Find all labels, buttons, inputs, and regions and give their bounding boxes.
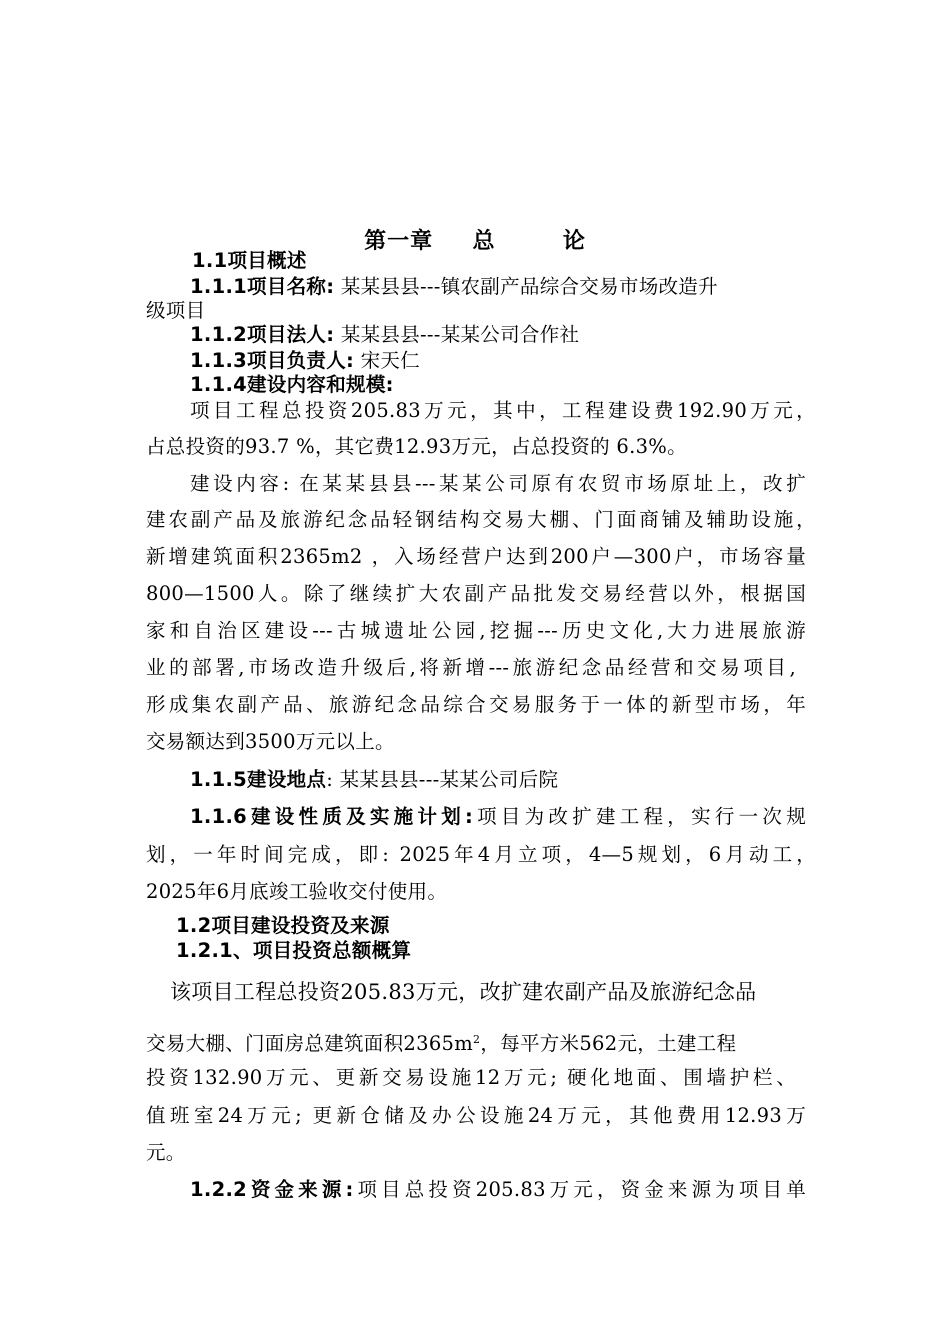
project-legal-label: 1.1.2项目法人: xyxy=(190,323,335,346)
plan-line-3: 2025年6月底竣工验收交付使用。 xyxy=(146,880,448,903)
content-line-1: 建设内容: 在某某县县---某某公司原有农贸市场原址上，改扩 xyxy=(190,472,806,495)
content-line-4: 800—1500人。除了继续扩大农副产品批发交易经营以外，根据国 xyxy=(146,582,806,605)
chapter-title xyxy=(0,224,950,255)
plan-text-1: 项目为改扩建工程，实行一次规 xyxy=(473,805,806,828)
area-unit-superscript: 2 xyxy=(473,1033,481,1046)
plan-line-1 xyxy=(190,805,806,829)
plan-line-2: 划，一年时间完成，即: 2025年4月立项，4—5规划，6月动工， xyxy=(146,843,816,866)
funding-text: 项目总投资205.83万元，资金来源为项目单 xyxy=(353,1178,806,1201)
plan-label: 1.1.6建设性质及实施计划: xyxy=(190,805,474,828)
project-leader-line xyxy=(190,349,420,373)
invest-line-2: 占总投资的93.7 %，其它费12.93万元，占总投资的 6.3%。 xyxy=(146,435,687,458)
content-line-5: 家和自治区建设---古城遗址公园,挖掘---历史文化,大力进展旅游 xyxy=(146,619,806,642)
location-line xyxy=(190,768,558,792)
section-1-2-1-heading: 1.2.1、项目投资总额概算 xyxy=(176,939,412,962)
invest-line-1: 项目工程总投资205.83万元，其中，工程建设费192.90万元， xyxy=(190,399,816,422)
project-name-text: 某某县县---镇农副产品综合交易市场改造升 xyxy=(340,275,718,298)
project-name-label: 1.1.1项目名称: xyxy=(190,275,335,298)
content-line-2: 建农副产品及旅游纪念品轻钢结构交易大棚、门面商铺及辅助设施， xyxy=(146,508,816,531)
project-name-line xyxy=(190,275,718,299)
project-leader-label: 1.1.3项目负责人: xyxy=(190,349,355,372)
budget-line-5: 元。 xyxy=(146,1141,186,1164)
location-text: : 某某县县---某某公司后院 xyxy=(326,768,559,791)
content-line-8: 交易额达到3500万元以上。 xyxy=(146,730,395,753)
budget-line-3: 投资132.90万元、更新交易设施12万元; 硬化地面、围墙护栏、 xyxy=(146,1066,796,1089)
project-name-cont: 级项目 xyxy=(146,299,206,322)
chapter-number: 第一章 xyxy=(364,229,434,254)
project-leader-text: 宋天仁 xyxy=(360,349,421,372)
section-1-1-heading: 1.1项目概述 xyxy=(192,249,307,272)
content-line-3: 新增建筑面积2365m2 ，入场经营户达到200户—300户，市场容量 xyxy=(146,545,806,568)
construction-scale-text: 1.1.4建设内容和规模: xyxy=(190,373,394,396)
budget-line-1: 该项目工程总投资205.83万元，改扩建农副产品及旅游纪念品 xyxy=(170,980,757,1004)
budget-line-4: 值班室24万元; 更新仓储及办公设施24万元，其他费用12.93万 xyxy=(146,1104,806,1127)
chapter-word-1: 总 xyxy=(472,229,496,254)
content-line-6: 业的部署,市场改造升级后,将新增---旅游纪念品经营和交易项目, xyxy=(146,656,796,679)
budget-line-2a: 交易大棚、门面房总建筑面积2365m xyxy=(146,1032,474,1055)
funding-line xyxy=(190,1178,806,1202)
project-legal-line xyxy=(190,323,579,347)
budget-line-2 xyxy=(146,1028,736,1056)
section-1-2-heading: 1.2项目建设投资及来源 xyxy=(176,914,390,937)
project-legal-text: 某某县县---某某公司合作社 xyxy=(340,323,580,346)
budget-line-2b: ，每平方米562元，土建工程 xyxy=(480,1032,737,1055)
content-line-7: 形成集农副产品、旅游纪念品综合交易服务于一体的新型市场，年 xyxy=(146,693,806,716)
construction-scale-label xyxy=(190,373,394,397)
location-label: 1.1.5建设地点 xyxy=(190,768,327,791)
chapter-word-2: 论 xyxy=(562,229,586,254)
funding-label: 1.2.2资金来源: xyxy=(190,1178,354,1201)
